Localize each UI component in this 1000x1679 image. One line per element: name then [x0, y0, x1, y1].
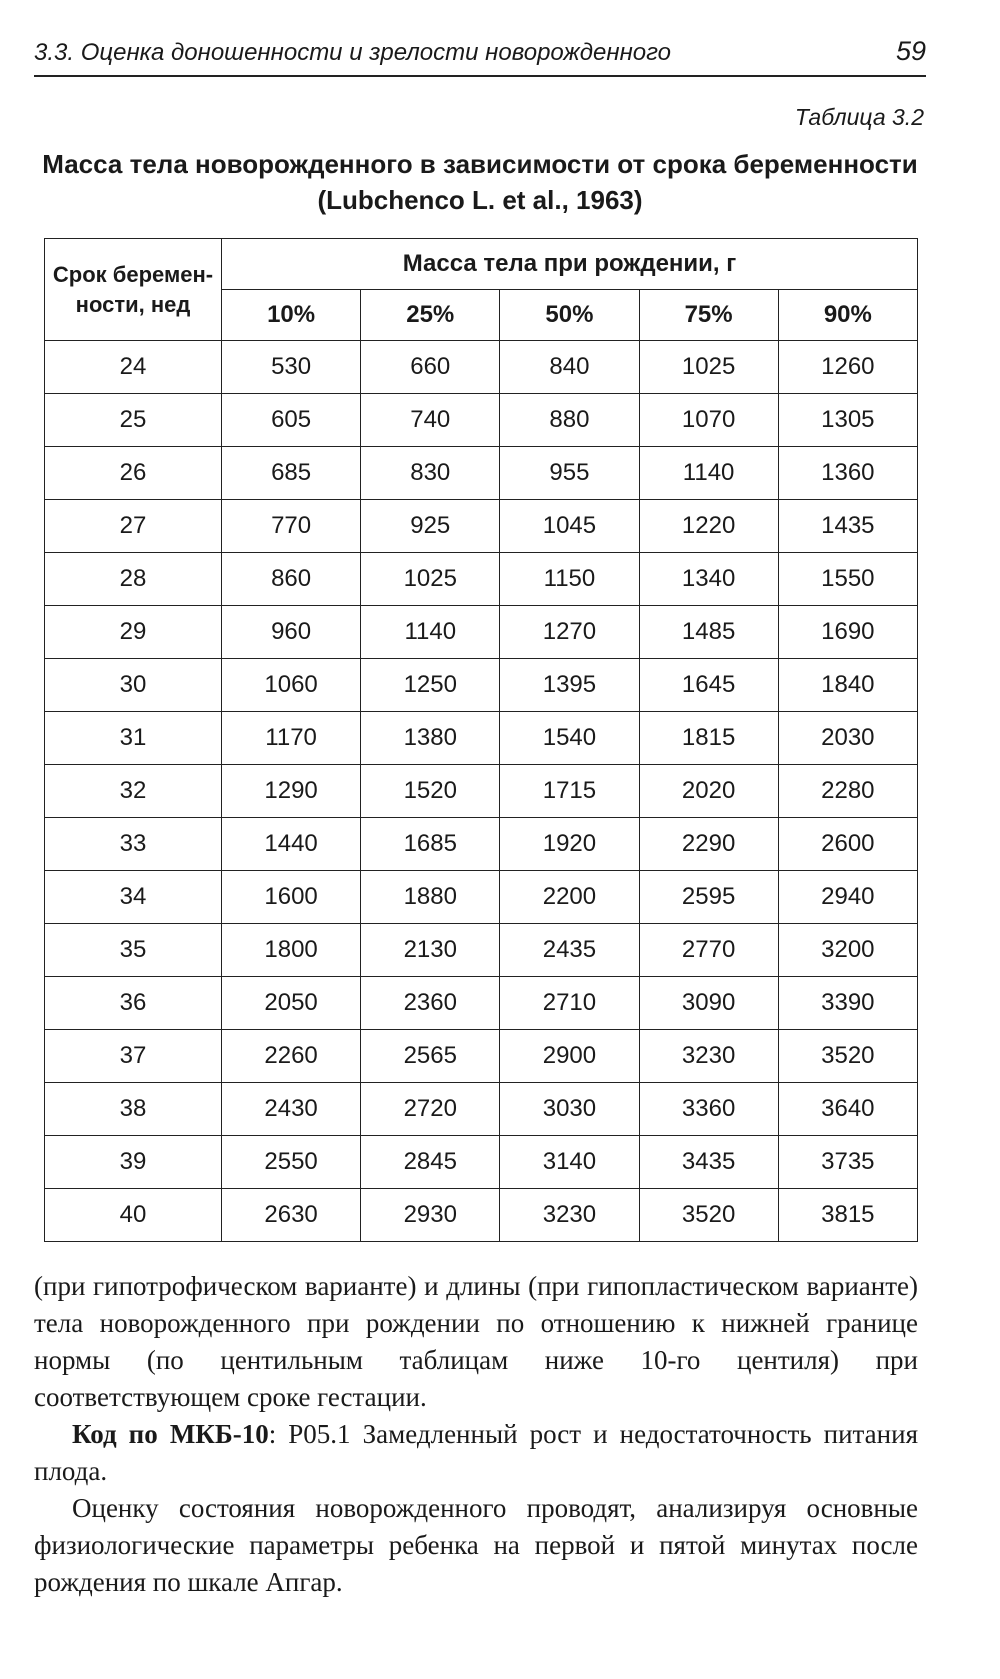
weight-cell: 1150: [500, 553, 639, 606]
gestation-week-cell: 27: [45, 500, 222, 553]
weight-cell: 2900: [500, 1030, 639, 1083]
table-row: [45, 394, 918, 447]
weight-cell: 2930: [361, 1189, 500, 1242]
weight-cell: 1690: [778, 606, 917, 659]
weight-cell: 1540: [500, 712, 639, 765]
weight-cell: 1340: [639, 553, 778, 606]
gestation-week-cell: 28: [45, 553, 222, 606]
weight-cell: 2430: [222, 1083, 361, 1136]
table-row: [45, 659, 918, 712]
gestation-week-cell: 30: [45, 659, 222, 712]
gestation-week-cell: 24: [45, 341, 222, 394]
weight-cell: 3815: [778, 1189, 917, 1242]
gestation-week-cell: 31: [45, 712, 222, 765]
weight-cell: 2720: [361, 1083, 500, 1136]
weight-cell: 3520: [778, 1030, 917, 1083]
weight-cell: 1060: [222, 659, 361, 712]
weight-cell: 1250: [361, 659, 500, 712]
weight-table: [44, 238, 918, 1242]
weight-cell: 3640: [778, 1083, 917, 1136]
gestation-header-line-2: ности, нед: [75, 291, 191, 317]
table-row: [45, 1136, 918, 1189]
weight-cell: 840: [500, 341, 639, 394]
weight-cell: 955: [500, 447, 639, 500]
weight-cell: 925: [361, 500, 500, 553]
icd-text: : P05.1 Замедленный рост и недостаточность питания плода.: [34, 1419, 918, 1486]
weight-cell: 2550: [222, 1136, 361, 1189]
percentile-header: 75%: [639, 290, 778, 341]
weight-cell: 2290: [639, 818, 778, 871]
weight-cell: 2940: [778, 871, 917, 924]
weight-cell: 830: [361, 447, 500, 500]
weight-cell: 1140: [639, 447, 778, 500]
weight-cell: 2200: [500, 871, 639, 924]
weight-cell: 2710: [500, 977, 639, 1030]
weight-cell: 1305: [778, 394, 917, 447]
weight-cell: 3360: [639, 1083, 778, 1136]
weight-cell: 3735: [778, 1136, 917, 1189]
page-number: 59: [895, 36, 926, 66]
gestation-week-cell: 33: [45, 818, 222, 871]
table-row: [45, 553, 918, 606]
weight-cell: 2845: [361, 1136, 500, 1189]
weight-cell: 1840: [778, 659, 917, 712]
weight-cell: 1140: [361, 606, 500, 659]
table-row: [45, 765, 918, 818]
gestation-week-cell: 37: [45, 1030, 222, 1083]
weight-cell: 1070: [639, 394, 778, 447]
table-row: [45, 1030, 918, 1083]
gestation-week-cell: 39: [45, 1136, 222, 1189]
weight-cell: 3520: [639, 1189, 778, 1242]
table-row: [45, 818, 918, 871]
gestation-week-cell: 32: [45, 765, 222, 818]
weight-cell: 3090: [639, 977, 778, 1030]
table-row: [45, 712, 918, 765]
weight-cell: 1170: [222, 712, 361, 765]
weight-cell: 1440: [222, 818, 361, 871]
weight-cell: 2260: [222, 1030, 361, 1083]
gestation-week-cell: 26: [45, 447, 222, 500]
weight-cell: 1290: [222, 765, 361, 818]
weight-cell: 1395: [500, 659, 639, 712]
weight-cell: 1485: [639, 606, 778, 659]
weight-cell: 3435: [639, 1136, 778, 1189]
weight-cell: 2600: [778, 818, 917, 871]
weight-cell: 1380: [361, 712, 500, 765]
body-text: [34, 1268, 918, 1601]
weight-cell: 880: [500, 394, 639, 447]
weight-cell: 1025: [361, 553, 500, 606]
weight-cell: 1435: [778, 500, 917, 553]
weight-cell: 1815: [639, 712, 778, 765]
table-title-line-2: (Lubchenco L. et al., 1963): [317, 185, 643, 215]
weight-cell: 2280: [778, 765, 917, 818]
weight-cell: 860: [222, 553, 361, 606]
table-label: Таблица 3.2: [794, 104, 924, 130]
table-row: [45, 924, 918, 977]
weight-cell: 740: [361, 394, 500, 447]
weight-cell: 1880: [361, 871, 500, 924]
gestation-week-cell: 25: [45, 394, 222, 447]
weight-cell: 2435: [500, 924, 639, 977]
weight-cell: 1920: [500, 818, 639, 871]
paragraph-icd-code: [34, 1416, 918, 1490]
table-title: [34, 146, 926, 218]
table-row: [45, 1083, 918, 1136]
gestation-week-cell: 40: [45, 1189, 222, 1242]
percentile-header: 50%: [500, 290, 639, 341]
table-row: [45, 977, 918, 1030]
weight-cell: 1645: [639, 659, 778, 712]
gestation-column-header: [45, 239, 222, 341]
weight-cell: 1520: [361, 765, 500, 818]
weight-cell: 2020: [639, 765, 778, 818]
weight-cell: 1025: [639, 341, 778, 394]
weight-cell: 1600: [222, 871, 361, 924]
icd-label: Код по МКБ-10: [72, 1419, 269, 1449]
weight-cell: 2565: [361, 1030, 500, 1083]
weight-cell: 770: [222, 500, 361, 553]
table-row: [45, 500, 918, 553]
weight-cell: 1360: [778, 447, 917, 500]
percentile-header: 90%: [778, 290, 917, 341]
table-row: [45, 341, 918, 394]
paragraph-continuation: (при гипотрофическом варианте) и длины (при гипопластическом варианте) тела новорожденного при рождении по отношению к нижней границе нормы (по центильным таблицам ниже 10-го центиля) при соответствующем сроке гестации.: [34, 1271, 918, 1412]
percentile-header: 10%: [222, 290, 361, 341]
weight-cell: 2630: [222, 1189, 361, 1242]
weight-cell: 2595: [639, 871, 778, 924]
table-row: [45, 606, 918, 659]
weight-cell: 2050: [222, 977, 361, 1030]
section-title: 3.3. Оценка доношенности и зрелости новорожденного: [34, 39, 672, 66]
table-body: [45, 341, 918, 1242]
weight-cell: 1800: [222, 924, 361, 977]
weight-cell: 530: [222, 341, 361, 394]
gestation-week-cell: 29: [45, 606, 222, 659]
weight-cell: 1685: [361, 818, 500, 871]
weight-cell: 685: [222, 447, 361, 500]
weight-cell: 2770: [639, 924, 778, 977]
weight-cell: 960: [222, 606, 361, 659]
gestation-week-cell: 36: [45, 977, 222, 1030]
gestation-header-line-1: Срок беремен-: [52, 261, 214, 287]
weight-cell: 1270: [500, 606, 639, 659]
weight-cell: 605: [222, 394, 361, 447]
weight-cell: 3030: [500, 1083, 639, 1136]
weight-cell: 1550: [778, 553, 917, 606]
table-row: [45, 871, 918, 924]
running-head: [34, 36, 926, 77]
paragraph-apgar: Оценку состояния новорожденного проводят, анализируя основные физиологические параметры ребенка на первой и пятой минутах после рождения по шкале Апгар.: [34, 1493, 918, 1597]
weight-cell: 2130: [361, 924, 500, 977]
weight-cell: 2360: [361, 977, 500, 1030]
gestation-week-cell: 38: [45, 1083, 222, 1136]
weight-cell: 3230: [500, 1189, 639, 1242]
weight-cell: 3140: [500, 1136, 639, 1189]
table-row: [45, 1189, 918, 1242]
percentile-header: 25%: [361, 290, 500, 341]
weight-cell: 660: [361, 341, 500, 394]
weight-cell: 1260: [778, 341, 917, 394]
weight-cell: 3230: [639, 1030, 778, 1083]
weight-cell: 3390: [778, 977, 917, 1030]
table-title-line-1: Масса тела новорожденного в зависимости от срока беременности: [42, 149, 918, 179]
table-row: [45, 447, 918, 500]
weight-cell: 1045: [500, 500, 639, 553]
weight-cell: 1220: [639, 500, 778, 553]
gestation-week-cell: 35: [45, 924, 222, 977]
gestation-week-cell: 34: [45, 871, 222, 924]
weight-cell: 2030: [778, 712, 917, 765]
weight-cell: 1715: [500, 765, 639, 818]
weight-group-header: Масса тела при рождении, г: [222, 239, 918, 290]
weight-cell: 3200: [778, 924, 917, 977]
